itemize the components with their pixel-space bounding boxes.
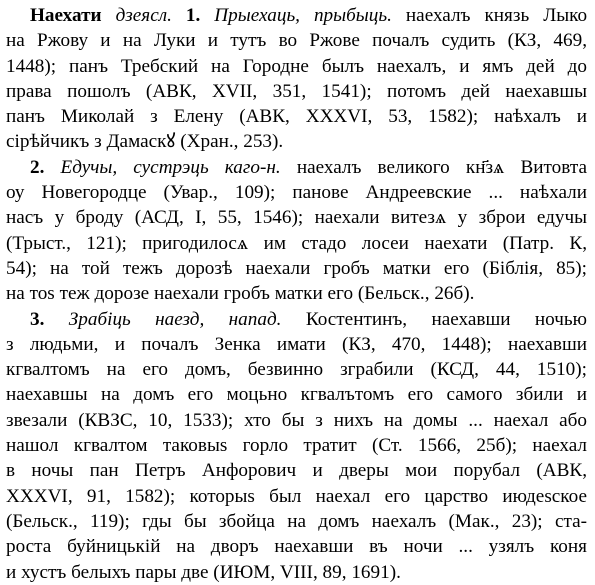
citation-text: наехалъ князь Лыко — [405, 5, 587, 26]
citation-text: Костентинъ, наехавши ночью — [305, 308, 587, 330]
entry-line: роста буйницькій на дворъ наехавши въ ночи ... узялъ коня — [6, 536, 587, 558]
sense-number-3: 3. — [30, 308, 45, 330]
entry-line: права пошолъ (АВК, XVII, 351, 1541); потомъ дей наехавшы — [6, 80, 587, 102]
entry-line — [6, 3, 587, 28]
entry-line: на тоs теж дорозе наехали гробъ матки его (Бельск., 26б). — [6, 283, 475, 305]
entry-line: сірѣйчикъ з Дамаскꙋ (Хран., 253). — [6, 131, 284, 153]
entry-line: и хустъ белыхъ пары две (ИЮМ, VIII, 89, 1691). — [6, 561, 401, 583]
sense-number-1: 1. — [185, 5, 201, 26]
entry-line: 1448); панъ Требский на Городне былъ наехалъ, и ямъ дей до — [6, 55, 587, 77]
sense-gloss-3: Зрабіць наезд, напад. — [68, 308, 282, 330]
entry-line: (Бельск., 119); гды бы збойца на домъ наехалъ (Мак., 23); ста- — [6, 510, 587, 532]
sense-number-2: 2. — [30, 156, 45, 178]
entry-line — [6, 155, 587, 180]
entry-line: кгвалтомъ на его домъ, безвинно зграбили (КСД, 44, 1510); — [6, 359, 587, 381]
entry-line: з людьми, и почалъ Зенка имати (КЗ, 470, 1448); наехавши — [6, 333, 587, 355]
entry-line: (Трыст., 121); пригодилосѧ им стадо лосеи наехати (Патр. К, — [6, 232, 587, 254]
entry-line: панъ Миколай з Елену (АВК, XXXVI, 53, 1582); наѣхалъ и — [6, 106, 587, 128]
entry-line: звезали (КВЗС, 10, 1533); хто бы з нихъ на домы ... наехал або — [6, 409, 587, 431]
sense-gloss-2: Едучы, сустрэць каго-н. — [60, 156, 281, 178]
entry-line: нашол кгвалтом таковыs горло тратит (Ст. 1566, 25б); наехал — [6, 435, 587, 457]
grammar-label: дзеясл. — [115, 5, 172, 26]
entry-line: на Ржову и на Луки и тутъ во Ржове почалъ судить (КЗ, 469, — [6, 30, 587, 52]
citation-text: наехалъ великого кн҃зѧ Витовта — [296, 156, 587, 178]
entry-line: насъ у броду (АСД, I, 55, 1546); наехали витезѧ у зброи едучы — [6, 207, 587, 229]
sense-gloss-1: Прыехаць, прыбыць. — [214, 5, 392, 26]
entry-line: 54); на той тежъ дорозѣ наехали гробъ матки его (Біблія, 85); — [6, 257, 587, 279]
headword: Наехати — [30, 5, 102, 26]
entry-line: наехавшы на домъ его моцьно кгвалътомъ его самого збили и — [6, 384, 587, 406]
entry-line: в ночы пан Петръ Анфорович и дверы мои порубал (АВК, — [6, 460, 587, 482]
entry-line: XXXVI, 91, 1582); которыs был наехал его царство июдеsское — [6, 485, 587, 507]
entry-line — [6, 307, 587, 332]
entry-line: оу Новегородце (Увар., 109); панове Андреевские ... наѣхали — [6, 182, 587, 204]
